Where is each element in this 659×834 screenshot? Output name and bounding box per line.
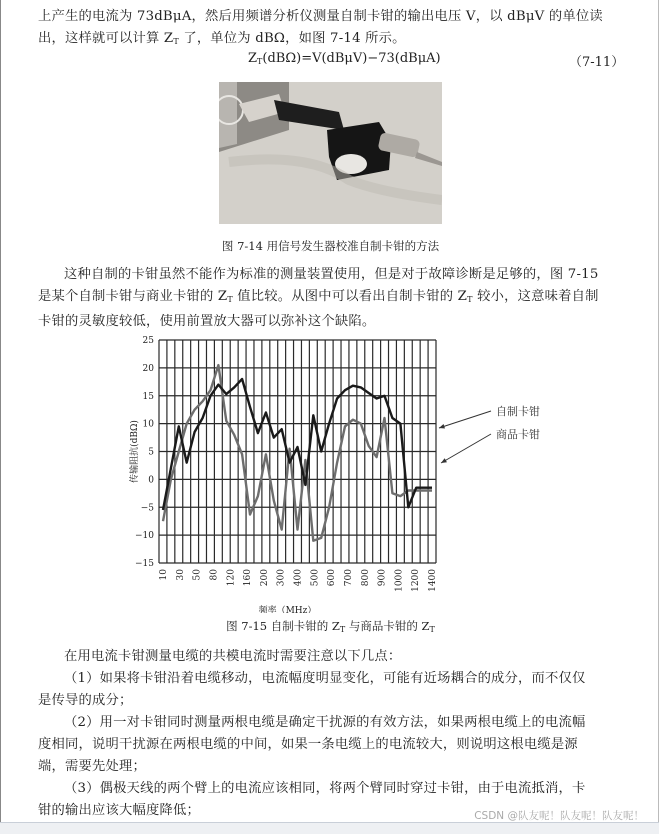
series-line-commercial-clamp (163, 365, 432, 541)
equation-formula: $Z_T(dB\Omega)=V(dB\mu V)-73(dB\mu A)$ (248, 51, 441, 66)
x-tick-label: 160 (243, 569, 254, 587)
list-item-1-line1: （1）如果将卡钳沿着电缆移动，电流幅度明显变化，可能有近场耦合的成分，而不仅仅 (64, 671, 586, 686)
figure-7-14-caption: 图 7-14 用信号发生器校准自制卡钳的方法 (221, 239, 440, 253)
y-tick-label: −10 (135, 531, 154, 542)
legend-arrow-line (439, 411, 491, 428)
legend-label-commercial-clamp: 商品卡钳 (496, 428, 540, 441)
paragraph-top (38, 6, 616, 53)
x-tick-label: 800 (360, 569, 371, 587)
list-item-3-line2: 钳的输出应该大幅度降低； (38, 803, 200, 818)
list-item-1-line2: 是传导的成分； (38, 693, 133, 708)
figure-7-15-caption: 图 7-15 自制卡钳的 $Z_T$ 与商品卡钳的 $Z_T$ (226, 619, 435, 634)
x-tick-label: 700 (343, 569, 354, 587)
y-tick-label: 25 (142, 336, 154, 346)
paragraph-middle-line3: 卡钳的灵敏度较低，使用前置放大器可以弥补这个缺陷。 (38, 314, 376, 329)
paragraph-middle-line2: 是某个自制卡钳与商业卡钳的 $Z_T$ 值比较。从图中可以看出自制卡钳的 $Z_T$ 较小，这意味着自制 (38, 289, 599, 304)
y-tick-label: 0 (148, 475, 154, 486)
arrowhead-icon (439, 424, 445, 428)
x-tick-label: 600 (327, 569, 338, 587)
list-item-2-line1: （2）用一对卡钳同时测量两根电缆是确定干扰源的有效方法，如果两根电缆上的电流幅 (64, 715, 586, 730)
x-tick-label: 1200 (411, 569, 422, 592)
y-tick-label: 10 (142, 419, 154, 430)
y-tick-label: −5 (140, 503, 154, 514)
paragraph-middle-line1: 这种自制的卡钳虽然不能作为标准的测量装置使用，但是对于故障诊断是足够的，图 7-15 (64, 267, 599, 282)
figure-7-14-photo (219, 82, 442, 224)
x-axis-title: 频率（MHz） (258, 606, 317, 613)
paragraph-top-line1: 上产生的电流为 73dBμA，然后用频谱分析仪测量自制卡钳的输出电压 V，以 dBμV 的单位读 (38, 9, 603, 24)
x-tick-label: 10 (159, 569, 169, 581)
x-tick-label: 1400 (428, 569, 438, 592)
csdn-watermark: CSDN @队友呢！队友呢！队友呢！ (474, 810, 644, 822)
x-tick-label: 120 (226, 569, 237, 587)
y-axis-title: 传输阻抗(dBΩ) (130, 420, 140, 483)
viewer-bottom-bar (0, 822, 659, 834)
legend-arrow-line (441, 434, 491, 463)
x-tick-label: 900 (377, 569, 388, 587)
list-item-3-line1: （3）偶极天线的两个臂上的电流应该相同，将两个臂同时穿过卡钳，由于电流抵消，卡 (64, 781, 586, 796)
equation-number: （7-11） (569, 55, 625, 70)
x-tick-label: 1000 (394, 569, 405, 592)
paragraph-top-line2: 出，这样就可以计算 $Z_T$ 了，单位为 dBΩ，如图 7-14 所示。 (38, 31, 406, 46)
legend-label-homemade-clamp: 自制卡钳 (496, 405, 540, 418)
clamp-photo-illustration (219, 82, 442, 224)
y-tick-label: 15 (142, 391, 154, 402)
y-tick-label: 5 (148, 447, 154, 458)
list-item-2-line2: 度相同，说明干扰源在两根电缆的中间，如果一条电缆上的电流较大，则说明这根电缆是源 (38, 737, 578, 752)
x-tick-label: 200 (259, 569, 270, 587)
x-tick-label: 30 (175, 569, 186, 581)
list-item-2-line3: 端，需要先处理； (38, 759, 146, 774)
x-tick-label: 400 (293, 569, 304, 587)
x-tick-label: 80 (209, 569, 220, 581)
x-tick-label: 50 (192, 569, 203, 581)
paragraph-intro: 在用电流卡钳测量电缆的共模电流时需要注意以下几点： (64, 649, 402, 664)
y-tick-label: −15 (135, 559, 154, 569)
transfer-impedance-line-chart (111, 333, 571, 613)
y-tick-label: 20 (142, 363, 154, 374)
paragraph-middle (38, 264, 616, 286)
x-tick-label: 500 (310, 569, 321, 587)
figure-7-15-chart (111, 333, 571, 617)
paragraph-middle-cont (38, 286, 616, 333)
x-tick-label: 300 (276, 569, 287, 587)
